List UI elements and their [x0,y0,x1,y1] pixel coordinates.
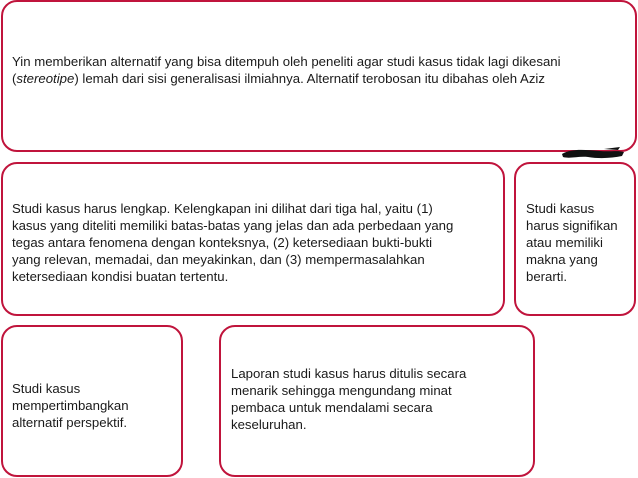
text-line: Laporan studi kasus harus ditulis secara [231,366,467,381]
mid-right-text-box [514,162,636,316]
top-line-2: (stereotipe) lemah dari sisi generalisasi ilmiahnya. Alternatif terobosan itu dibahas oleh Aziz [12,71,545,86]
top-box-text [12,53,561,87]
text-line: tegas antara fenomena dengan konteksnya, (2) ketersediaan bukti-bukti [12,234,433,250]
top-line-2-rest: ) lemah dari sisi generalisasi ilmiahnya. Alternatif terobosan itu dibahas oleh Aziz [74,71,545,86]
text-line: ketersediaan kondisi buatan tertentu. [12,268,229,284]
mid-right-box-text [526,200,618,285]
text-line: harus signifikan [526,217,618,233]
text-line: alternatif perspektif. [12,414,128,430]
text-line: Studi kasus harus lengkap. Kelengkapan ini dilihat dari tiga hal, yaitu (1) [12,200,433,216]
text-line: Studi kasus [526,200,595,216]
text-line: makna yang [526,251,598,267]
bottom-left-box-text [12,380,129,431]
text-line: menarik sehingga mengundang minat [231,383,452,398]
text-line: atau memiliki [526,234,603,250]
top-line-2-italic: stereotipe [16,71,75,86]
bottom-middle-text-box [219,325,535,477]
text-line: keseluruhan. [231,417,307,432]
mid-left-box-text [12,200,453,285]
text-line: mempertimbangkan [12,397,129,413]
mid-left-text-box [1,162,505,316]
top-line-1: Yin memberikan alternatif yang bisa ditempuh oleh peneliti agar studi kasus tidak lagi dikesani [12,54,561,69]
bottom-middle-box-text [231,365,466,433]
bottom-left-text-box [1,325,183,477]
text-line: kasus yang diteliti memiliki batas-batas yang jelas dan ada perbedaan yang [12,217,454,233]
top-text-box [1,0,637,152]
text-line: Studi kasus [12,380,81,396]
text-line: berarti. [526,268,568,284]
text-line: pembaca untuk mendalami secara [231,400,433,415]
brush-stroke-decoration [560,144,626,164]
text-line: yang relevan, memadai, dan meyakinkan, dan (3) mempermasalahkan [12,251,425,267]
